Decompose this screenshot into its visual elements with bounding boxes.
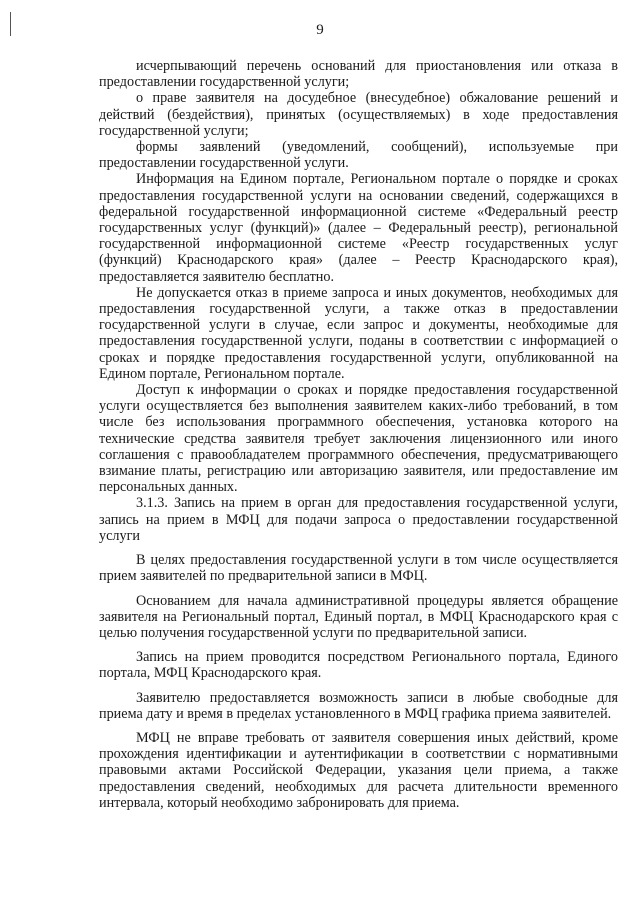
paragraph: исчерпывающий перечень оснований для приостановления или отказа в предоставлении государственной услуги; <box>99 58 618 91</box>
paragraph: Запись на прием проводится посредством Регионального портала, Единого портала, МФЦ Краснодарского края. <box>99 649 618 682</box>
paragraph: Доступ к информации о сроках и порядке предоставления государственной услуги осуществляется без выполнения заявителем каких-либо требований, в том числе без использования программного обеспечения, установка которого на технические средства заявителя требует заключения лицензионного или иного соглашения с правообладателем программного обеспечения, предусматривающего взимание платы, регистрацию или авторизацию заявителя, или предоставление им персональных данных. <box>99 382 618 496</box>
paragraph: Основанием для начала административной процедуры является обращение заявителя на Региональный портал, Единый портал, в МФЦ Краснодарского края с целью получения государственной услуги по предварительной записи. <box>99 592 618 641</box>
paragraph: В целях предоставления государственной услуги в том числе осуществляется прием заявителей по предварительной записи в МФЦ. <box>99 552 618 585</box>
paragraph: Информация на Едином портале, Региональном портале о порядке и сроках предоставления государственной услуги на основании сведений, содержащихся в федеральной государственной информационной системе «Федеральный реестр государственных услуг (функций)» (далее – Федеральный реестр), региональной государственной информационной системе «Реестр государственных услуг (функций) Краснодарского края» (далее – Реестр Краснодарского края), предоставляется заявителю бесплатно. <box>99 171 618 285</box>
paragraph: о праве заявителя на досудебное (внесудебное) обжалование решений и действий (бездействия), принятых (осуществляемых) в ходе предоставления государственной услуги; <box>99 90 618 139</box>
paragraph: Не допускается отказ в приеме запроса и иных документов, необходимых для предоставления государственной услуги, а также отказ в предоставлении государственной услуги в случае, если запрос и документы, необходимые для предоставления государственной услуги, поданы в соответствии с информацией о сроках и порядке предоставления государственной услуги, опубликованной на Едином портале, Региональном портале. <box>99 284 618 382</box>
paragraph: МФЦ не вправе требовать от заявителя совершения иных действий, кроме прохождения идентификации и аутентификации в соответствии с нормативными правовыми актами Российской Федерации, указания цели приема, а также предоставления сведений, необходимых для расчета длительности временного интервала, который необходимо забронировать для приема. <box>99 729 618 811</box>
paragraph: Заявителю предоставляется возможность записи в любые свободные для приема дату и время в пределах установленного в МФЦ графика приема заявителей. <box>99 689 618 722</box>
section-heading: 3.1.3. Запись на прием в орган для предоставления государственной услуги, запись на прием в МФЦ для подачи запроса о предоставлении государственной услуги <box>99 495 618 544</box>
document-body <box>99 58 618 811</box>
page-number: 9 <box>316 22 324 38</box>
paragraph: формы заявлений (уведомлений, сообщений), используемые при предоставлении государственной услуги. <box>99 139 618 172</box>
